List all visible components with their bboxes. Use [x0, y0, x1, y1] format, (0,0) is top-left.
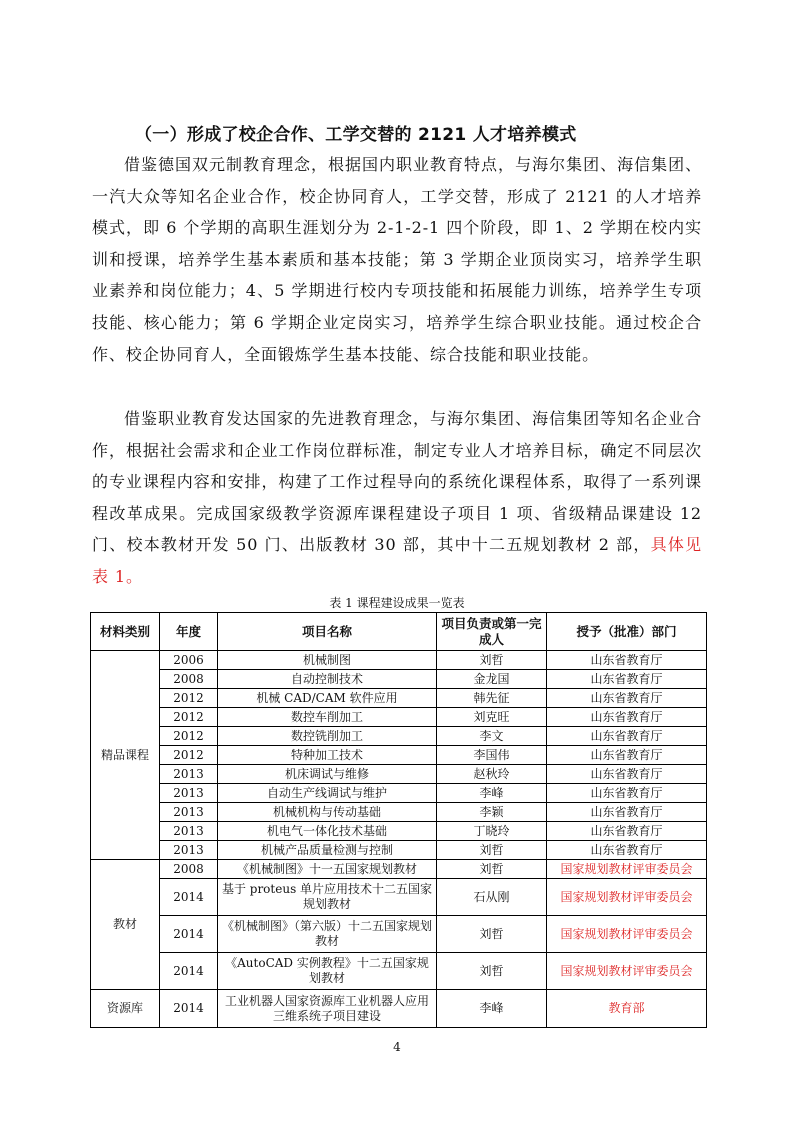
year-cell: 2006: [160, 651, 218, 670]
person-cell: 刘哲: [437, 916, 547, 953]
department-cell: 山东省教育厅: [547, 670, 707, 689]
project-name-cell: 《机械制图》十一五国家规划教材: [218, 860, 437, 879]
department-cell: 国家规划教材评审委员会: [547, 879, 707, 916]
project-name-cell: 数控铣削加工: [218, 727, 437, 746]
table-row: [91, 689, 707, 708]
department-cell: 国家规划教材评审委员会: [547, 916, 707, 953]
year-cell: 2013: [160, 765, 218, 784]
project-name-cell: 工业机器人国家资源库工业机器人应用三维系统子项目建设: [218, 990, 437, 1028]
person-cell: 李峰: [437, 990, 547, 1028]
department-cell: 国家规划教材评审委员会: [547, 953, 707, 990]
person-cell: 李颖: [437, 803, 547, 822]
table-row: [91, 765, 707, 784]
person-cell: 石从刚: [437, 879, 547, 916]
department-cell: 山东省教育厅: [547, 689, 707, 708]
project-name-cell: 自动生产线调试与维护: [218, 784, 437, 803]
table-row: [91, 803, 707, 822]
year-cell: 2008: [160, 670, 218, 689]
department-cell: 山东省教育厅: [547, 651, 707, 670]
year-cell: 2014: [160, 879, 218, 916]
project-name-cell: 机械机构与传动基础: [218, 803, 437, 822]
year-cell: 2013: [160, 841, 218, 860]
page-number: 4: [393, 1040, 401, 1054]
project-name-cell: 机床调试与维修: [218, 765, 437, 784]
table-row: [91, 727, 707, 746]
table-row: [91, 746, 707, 765]
table-row: [91, 879, 707, 916]
project-name-cell: 基于 proteus 单片应用技术十二五国家规划教材: [218, 879, 437, 916]
header-project-name: 项目名称: [218, 613, 437, 651]
year-cell: 2008: [160, 860, 218, 879]
header-department: 授予（批准）部门: [547, 613, 707, 651]
table-row: [91, 670, 707, 689]
department-cell: 山东省教育厅: [547, 765, 707, 784]
project-name-cell: 《机械制图》（第六版）十二五国家规划教材: [218, 916, 437, 953]
project-name-cell: 特种加工技术: [218, 746, 437, 765]
year-cell: 2012: [160, 727, 218, 746]
year-cell: 2012: [160, 708, 218, 727]
header-year: 年度: [160, 613, 218, 651]
project-name-cell: 自动控制技术: [218, 670, 437, 689]
person-cell: 金龙国: [437, 670, 547, 689]
category-cell: 教材: [91, 860, 160, 990]
department-cell: 山东省教育厅: [547, 803, 707, 822]
person-cell: 刘哲: [437, 953, 547, 990]
department-cell: 教育部: [547, 990, 707, 1028]
person-cell: 刘克旺: [437, 708, 547, 727]
course-results-table: [90, 612, 707, 1028]
person-cell: 刘哲: [437, 841, 547, 860]
section-heading: （一）形成了校企合作、工学交替的 2121 人才培养模式: [135, 125, 577, 145]
year-cell: 2014: [160, 916, 218, 953]
year-cell: 2012: [160, 689, 218, 708]
person-cell: 刘哲: [437, 651, 547, 670]
header-person: 项目负责或第一完成人: [437, 613, 547, 651]
category-cell: 精品课程: [91, 651, 160, 860]
person-cell: 李峰: [437, 784, 547, 803]
project-name-cell: 机电气一体化技术基础: [218, 822, 437, 841]
table-row: [91, 651, 707, 670]
year-cell: 2013: [160, 822, 218, 841]
table-reference: 具体见表 1。: [92, 535, 702, 586]
year-cell: 2013: [160, 784, 218, 803]
project-name-cell: 机械制图: [218, 651, 437, 670]
table-row: [91, 822, 707, 841]
table-header-row: [91, 613, 707, 651]
person-cell: 李国伟: [437, 746, 547, 765]
year-cell: 2014: [160, 953, 218, 990]
table-row: [91, 860, 707, 879]
person-cell: 刘哲: [437, 860, 547, 879]
person-cell: 韩先征: [437, 689, 547, 708]
table-row: [91, 953, 707, 990]
year-cell: 2014: [160, 990, 218, 1028]
project-name-cell: 《AutoCAD 实例教程》十二五国家规划教材: [218, 953, 437, 990]
table-caption: 表 1 课程建设成果一览表: [329, 596, 465, 610]
department-cell: 山东省教育厅: [547, 822, 707, 841]
table-row: [91, 784, 707, 803]
paragraph-2-text: 借鉴职业教育发达国家的先进教育理念，与海尔集团、海信集团等知名企业合作，根据社会需求和企业工作岗位群标准，制定专业人才培养目标，确定不同层次的专业课程内容和安排，构建了工作过程导向的系统化课程体系，取得了一系列课程改革成果。完成国家级教学资源库课程建设子项目 1 项、省级精品课建设 12 门、校本教材开发 50 门、出版教材 30 部，其中十二五规划教材 2 部，: [92, 409, 702, 555]
department-cell: 山东省教育厅: [547, 841, 707, 860]
project-name-cell: 机械 CAD/CAM 软件应用: [218, 689, 437, 708]
department-cell: 山东省教育厅: [547, 727, 707, 746]
department-cell: 国家规划教材评审委员会: [547, 860, 707, 879]
department-cell: 山东省教育厅: [547, 746, 707, 765]
table-row: [91, 708, 707, 727]
header-category: 材料类别: [91, 613, 160, 651]
person-cell: 赵秋玲: [437, 765, 547, 784]
project-name-cell: 数控车削加工: [218, 708, 437, 727]
project-name-cell: 机械产品质量检测与控制: [218, 841, 437, 860]
department-cell: 山东省教育厅: [547, 784, 707, 803]
year-cell: 2012: [160, 746, 218, 765]
person-cell: 李文: [437, 727, 547, 746]
table-row: [91, 841, 707, 860]
category-cell: 资源库: [91, 990, 160, 1028]
paragraph-2: [92, 403, 702, 593]
person-cell: 丁晓玲: [437, 822, 547, 841]
year-cell: 2013: [160, 803, 218, 822]
paragraph-1: 借鉴德国双元制教育理念，根据国内职业教育特点，与海尔集团、海信集团、一汽大众等知名企业合作，校企协同育人，工学交替，形成了 2121 的人才培养模式，即 6 个学期的高职生涯划分为 2-1-2-1 四个阶段，即 1、2 学期在校内实训和授课，培养学生基本素质和基本技能；第 3 学期企业顶岗实习，培养学生职业素养和岗位能力；4、5 学期进行校内专项技能和拓展能力训练，培养学生专项技能、核心能力；第 6 学期企业定岗实习，培养学生综合职业技能。通过校企合作、校企协同育人，全面锻炼学生基本技能、综合技能和职业技能。: [92, 155, 702, 364]
table-row: [91, 990, 707, 1028]
department-cell: 山东省教育厅: [547, 708, 707, 727]
table-row: [91, 916, 707, 953]
